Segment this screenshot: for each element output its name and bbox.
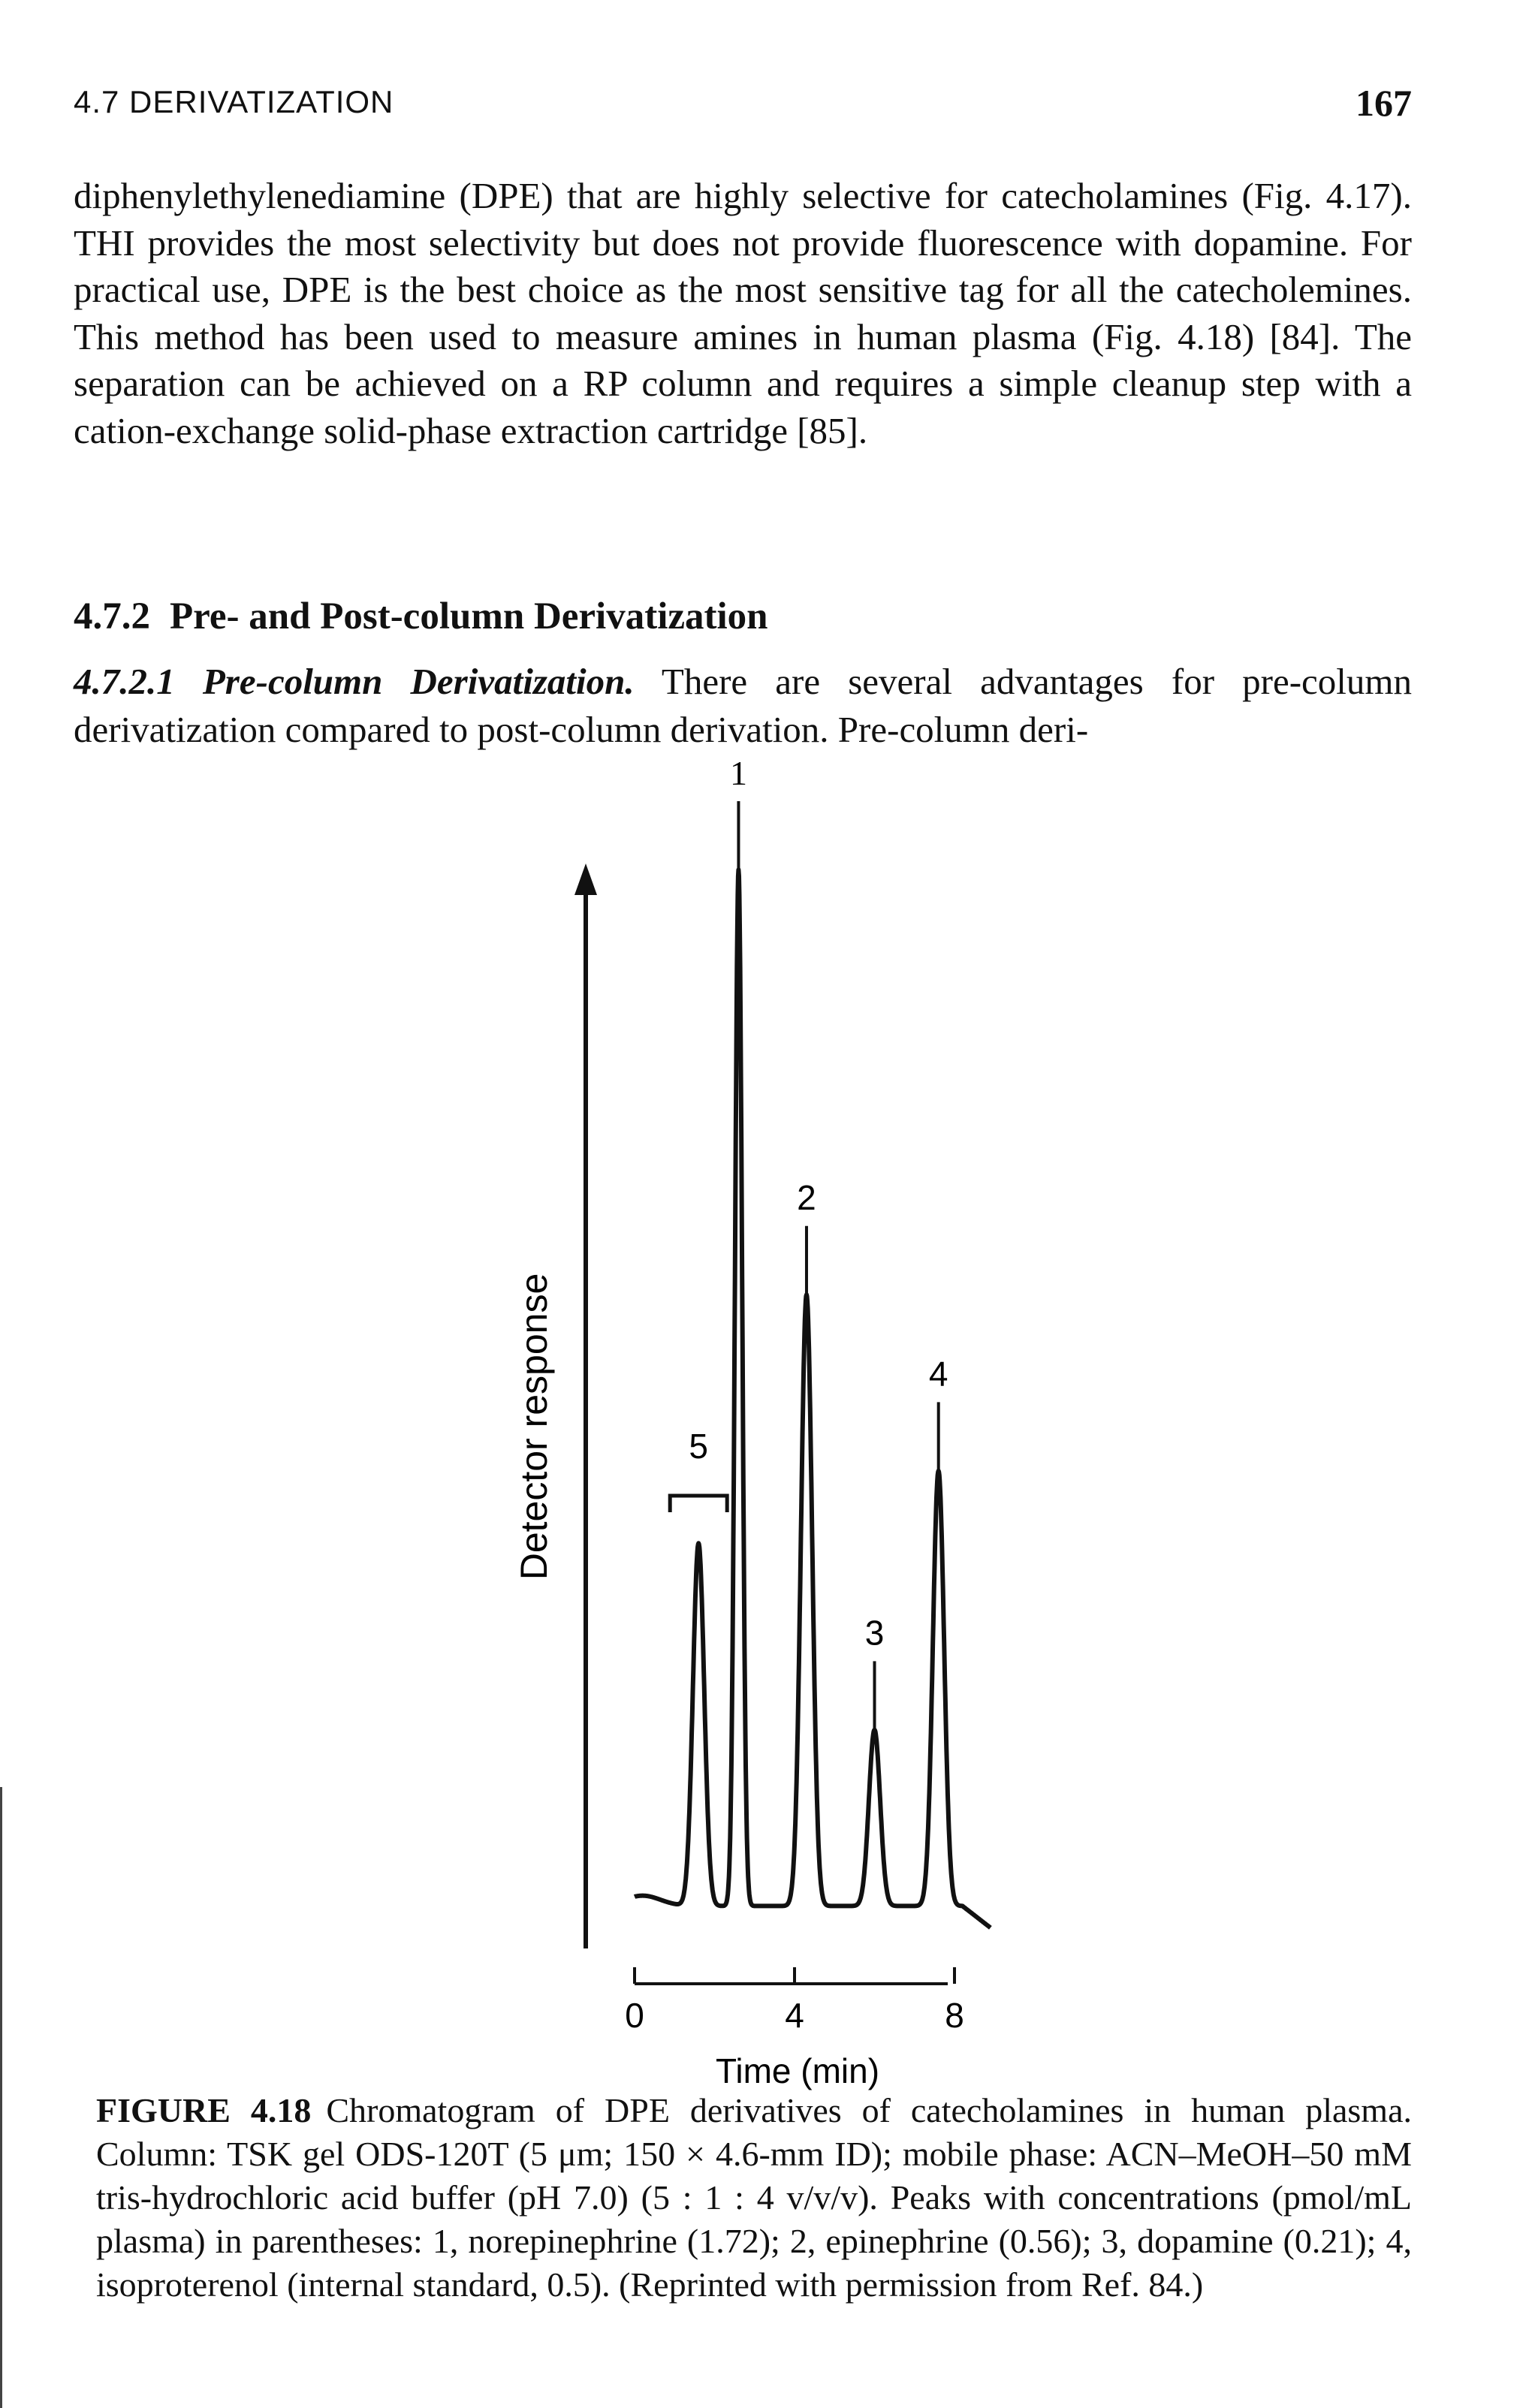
body-paragraph: diphenylethylenediamine (DPE) that are highly selective for catecholamines (Fig. 4.17). THI provides the most selectivity but does not provide fluorescence with dopamine. For practical use, DPE is the best choice as the most sensitive tag for all the catecholemines. This method has been used to measure amines in human plasma (Fig. 4.18) [84]. The separation can be achieved on a RP column and requires a simple cleanup step with a cation-exchange solid-phase extraction cartridge [85]. [74,175,1412,451]
y-axis-label: Detector response [513,1273,555,1581]
section-heading [74,595,1412,638]
x-tick-label: 4 [785,1996,804,2035]
peak-labels [670,754,948,1736]
running-head-section: 4.7 DERIVATIZATION [74,84,394,119]
chromatogram-trace [635,869,991,1927]
subsection-title: Pre-column Derivatization. [202,661,635,702]
x-tick-label: 8 [945,1996,964,2035]
chromatogram-chart [0,754,1538,2090]
peak-label-5: 5 [689,1427,708,1466]
peak-bracket-5 [670,1496,727,1512]
section-title: Pre- and Post-column Derivatization [170,595,768,637]
x-axis-label: Time (min) [715,2051,880,2090]
page-edge-rule [0,1787,2,2408]
subsection-paragraph [74,658,1412,754]
chromatogram-figure [0,754,1538,2090]
page-number: 167 [1356,82,1412,124]
subsection-number: 4.7.2.1 [74,661,175,702]
x-ticks [625,1967,964,2035]
peak-label-4: 4 [928,1354,948,1394]
y-axis-arrowhead [574,863,597,895]
running-head [74,84,1412,129]
peak-label-2: 2 [797,1177,816,1217]
caption-text: Chromatogram of DPE derivatives of catecholamines in human plasma. Column: TSK gel ODS-120T (5 μm; 150 × 4.6-mm ID); mobile phase: ACN–MeOH–50 mM tris-hydrochloric acid buffer (pH 7.0) (5 : 1 : 4 v/v/v). Peaks with concentrations (pmol/mL plasma) in parentheses: 1, norepinephrine (1.72); 2, epinephrine (0.56); 3, dopamine (0.21); 4, isoproterenol (internal standard, 0.5). (Reprinted with permission from Ref. 84.) [96,2091,1412,2304]
figure-caption [96,2089,1412,2307]
caption-label: FIGURE 4.18 [96,2091,312,2129]
x-tick-label: 0 [625,1996,644,2035]
subsection-text: There are several advantages for pre-column derivatization compared to post-column derivation. Pre-column deri- [74,661,1412,750]
peak-label-3: 3 [864,1613,885,1653]
peak-label-1: 1 [729,754,747,792]
section-number: 4.7.2 [74,595,150,637]
